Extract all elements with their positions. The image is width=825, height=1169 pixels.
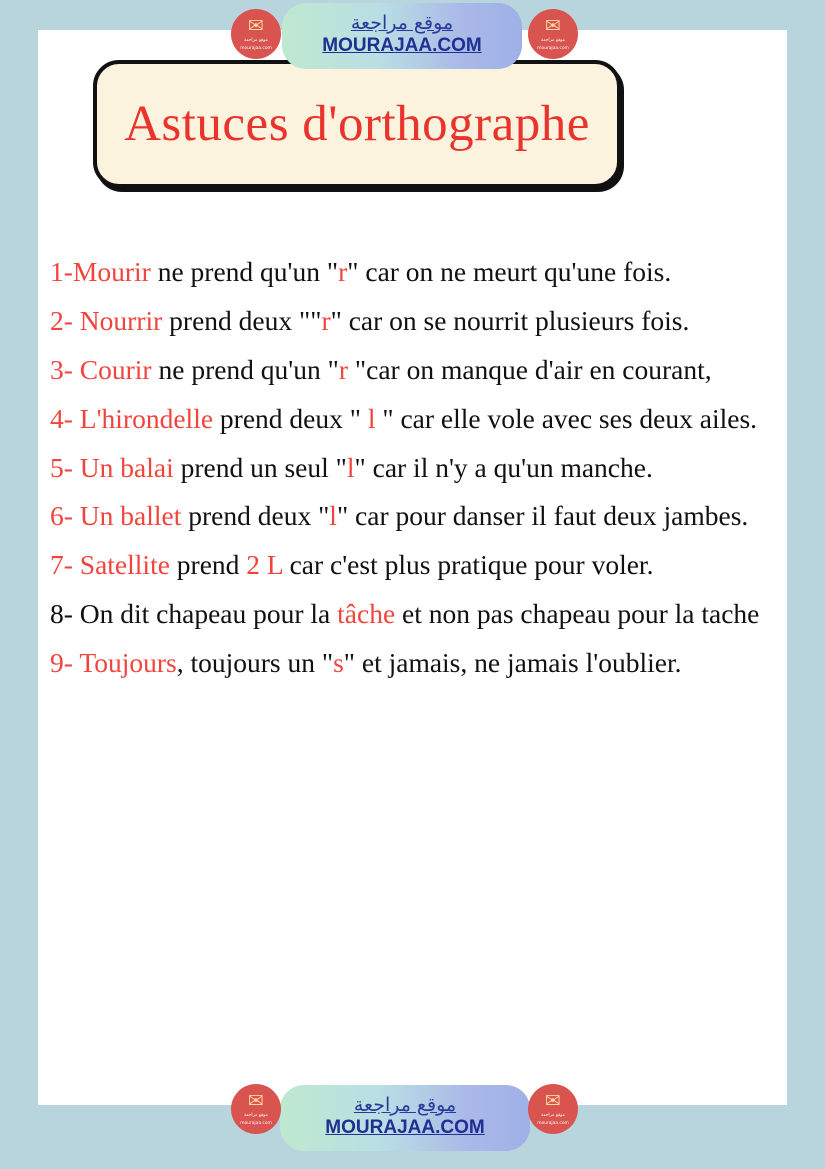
rules-list xyxy=(50,252,778,692)
envelope-icon: ✉ xyxy=(248,1090,264,1113)
envelope-icon: ✉ xyxy=(545,1090,561,1113)
rule-mid: ne prend qu'un " xyxy=(150,256,339,287)
rule-number: 9- xyxy=(50,647,73,678)
list-item xyxy=(50,448,778,488)
rule-post: "car on manque d'air en courant, xyxy=(348,353,712,385)
rule-mid: , toujours un " xyxy=(176,647,334,678)
list-item xyxy=(50,301,778,341)
rule-pre xyxy=(73,549,80,580)
badge-caption-url: mourajaa.com xyxy=(537,45,569,51)
rule-mid: prend un seul " xyxy=(173,451,347,483)
rule-letter: 2 L xyxy=(246,549,283,581)
rule-pre xyxy=(73,305,80,336)
list-item xyxy=(50,399,778,439)
rule-number: 5- xyxy=(50,451,73,483)
watermark-url: MOURAJAA.COM xyxy=(322,35,482,57)
badge-caption-arabic: موقع مراجعة xyxy=(244,38,268,44)
rule-pre: On dit chapeau pour la xyxy=(72,598,338,630)
list-item xyxy=(50,545,778,585)
badge-caption-arabic: موقع مراجعة xyxy=(541,38,565,44)
rule-keyword: Toujours xyxy=(79,647,177,678)
rule-letter: r xyxy=(321,304,331,336)
rule-letter: l xyxy=(346,451,355,483)
rule-pre xyxy=(73,452,80,483)
rule-mid: prend xyxy=(169,549,247,581)
rule-letter: l xyxy=(329,500,337,532)
badge-caption-url: mourajaa.com xyxy=(240,1120,272,1126)
rule-post: car c'est plus pratique pour voler. xyxy=(282,549,654,581)
rule-number: 8- xyxy=(50,598,73,630)
watermark-arabic-text: موقع مراجعة xyxy=(353,1094,457,1117)
site-logo-badge xyxy=(528,9,578,59)
rule-post: " car on ne meurt qu'une fois. xyxy=(347,256,672,287)
rule-post: et non pas chapeau pour la tache xyxy=(395,598,760,630)
rule-post: " et jamais, ne jamais l'oublier. xyxy=(343,647,682,678)
rule-mid: prend deux " xyxy=(213,402,368,434)
document-page xyxy=(38,30,787,1105)
rule-keyword: Courir xyxy=(79,353,152,385)
rule-number: 1- xyxy=(50,256,73,287)
rule-mid: prend deux " xyxy=(181,500,330,532)
watermark-url: MOURAJAA.COM xyxy=(325,1117,485,1139)
rule-number: 2- xyxy=(50,304,73,336)
list-item xyxy=(50,350,778,390)
rule-letter: s xyxy=(333,647,344,678)
badge-caption-arabic: موقع مراجعة xyxy=(244,1113,268,1119)
rule-letter: l xyxy=(367,402,376,434)
rule-pre xyxy=(73,354,80,385)
rule-keyword: Nourrir xyxy=(79,304,163,336)
envelope-icon: ✉ xyxy=(545,15,561,38)
rule-letter: tâche xyxy=(337,598,396,630)
watermark-top xyxy=(282,3,522,69)
rule-mid: ne prend qu'un " xyxy=(151,353,339,385)
badge-caption-url: mourajaa.com xyxy=(537,1120,569,1126)
rule-post: " car on se nourrit plusieurs fois. xyxy=(330,304,690,336)
rule-keyword: Satellite xyxy=(79,549,170,581)
list-item xyxy=(50,252,778,292)
site-logo-badge xyxy=(231,1084,281,1134)
rule-number: 6- xyxy=(50,500,73,532)
rule-mid: prend deux "" xyxy=(162,304,322,336)
title-box xyxy=(93,60,621,188)
rule-keyword: Mourir xyxy=(72,256,151,287)
site-logo-badge xyxy=(231,9,281,59)
site-logo-badge xyxy=(528,1084,578,1134)
list-item xyxy=(50,496,778,536)
list-item xyxy=(50,594,778,634)
rule-post: " car pour danser il faut deux jambes. xyxy=(336,500,749,532)
rule-number: 3- xyxy=(50,353,73,385)
rule-keyword: L'hirondelle xyxy=(79,402,214,434)
rule-number: 7- xyxy=(50,549,73,581)
watermark-bottom xyxy=(280,1085,530,1151)
rule-post: " car elle vole avec ses deux ailes. xyxy=(375,402,758,434)
rule-letter: r xyxy=(338,353,349,385)
rule-post: " car il n'y a qu'un manche. xyxy=(354,451,653,483)
envelope-icon: ✉ xyxy=(248,15,264,38)
watermark-arabic-text: موقع مراجعة xyxy=(350,12,454,35)
rule-keyword: Un balai xyxy=(79,451,174,483)
rule-letter: r xyxy=(338,256,348,287)
list-item xyxy=(50,643,778,683)
rule-number: 4- xyxy=(50,402,73,434)
rule-pre xyxy=(73,403,80,434)
badge-caption-arabic: موقع مراجعة xyxy=(541,1113,565,1119)
rule-pre xyxy=(73,500,80,531)
page-title: Astuces d'orthographe xyxy=(124,96,590,152)
rule-keyword: Un ballet xyxy=(79,500,182,532)
badge-caption-url: mourajaa.com xyxy=(240,45,272,51)
